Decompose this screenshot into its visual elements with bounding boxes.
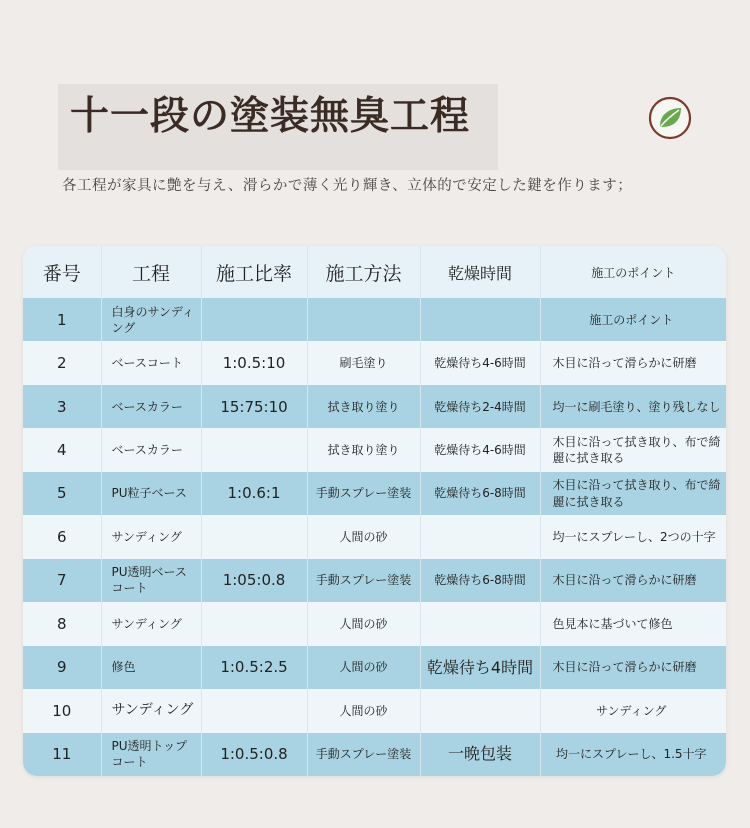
header-method: 施工方法: [307, 246, 420, 298]
row-ratio: 1:0.5:10: [201, 341, 307, 384]
row-drying: 乾燥待ち6-8時間: [420, 472, 540, 515]
row-step: 白身のサンディング: [101, 298, 201, 341]
row-number: 10: [23, 689, 101, 732]
row-point: 均一にスプレーし、2つの十字: [552, 529, 716, 544]
subtitle: 各工程が家具に艶を与え、滑らかで薄く光り輝き、立体的で安定した鍵を作ります；: [62, 178, 633, 194]
header-step: 工程: [101, 246, 201, 298]
row-method: 人間の砂: [307, 689, 420, 732]
table-row: [23, 646, 726, 689]
row-drying: [420, 602, 540, 645]
row-method: 手動スプレー塗装: [307, 472, 420, 515]
row-number: 3: [23, 385, 101, 428]
row-number: 2: [23, 341, 101, 384]
row-number: 5: [23, 472, 101, 515]
header-number: 番号: [23, 246, 101, 298]
row-point: 色見本に基づいて修色: [552, 616, 673, 631]
row-number: 11: [23, 733, 101, 776]
page-title: 十一段の塗装無臭工程: [70, 94, 471, 139]
row-drying: 乾燥待ち6-8時間: [420, 559, 540, 602]
row-ratio: 1:0.5:0.8: [201, 733, 307, 776]
row-ratio: [201, 602, 307, 645]
row-ratio: 1:0.5:2.5: [201, 646, 307, 689]
row-drying: 乾燥待ち2-4時間: [420, 385, 540, 428]
row-point: 木目に沿って滑らかに研磨: [552, 356, 697, 371]
row-drying: [420, 689, 540, 732]
row-drying: [420, 298, 540, 341]
row-drying: 乾燥待ち4-6時間: [420, 341, 540, 384]
row-drying: 乾燥待ち4-6時間: [420, 428, 540, 471]
row-method: 手動スプレー塗装: [307, 733, 420, 776]
row-step: ベースカラー: [101, 428, 201, 471]
header-drying: 乾燥時間: [420, 246, 540, 298]
row-number: 7: [23, 559, 101, 602]
row-step: サンディング: [101, 602, 201, 645]
row-method: 人間の砂: [307, 515, 420, 558]
row-step: サンディング: [101, 515, 201, 558]
table-row: [23, 733, 726, 776]
row-ratio: [201, 298, 307, 341]
row-step: ベースコート: [101, 341, 201, 384]
table-row: [23, 428, 726, 471]
row-step: 修色: [101, 646, 201, 689]
row-method: 手動スプレー塗装: [307, 559, 420, 602]
row-drying: 一晩包装: [420, 733, 540, 776]
row-point: 木目に沿って拭き取り、布で綺麗に拭き取る: [552, 434, 721, 466]
row-point: サンディング: [596, 703, 667, 718]
row-point: 均一にスプレーし、1.5十字: [555, 747, 707, 762]
row-step: PU透明トップコート: [101, 733, 201, 776]
row-drying: 乾燥待ち4時間: [420, 646, 540, 689]
row-method: [307, 298, 420, 341]
row-ratio: [201, 689, 307, 732]
row-number: 8: [23, 602, 101, 645]
row-ratio: [201, 515, 307, 558]
row-drying: [420, 515, 540, 558]
row-ratio: 1:05:0.8: [201, 559, 307, 602]
table-row: [23, 385, 726, 428]
row-method: 刷毛塗り: [307, 341, 420, 384]
leaf-icon: [648, 96, 692, 140]
table-row: [23, 341, 726, 384]
row-number: 4: [23, 428, 101, 471]
row-step: サンディング: [101, 689, 201, 732]
table-header-row: [23, 246, 726, 298]
row-point: 木目に沿って拭き取り、布で綺麗に拭き取る: [552, 478, 721, 509]
header-point: 施工のポイント: [591, 265, 676, 280]
row-method: 人間の砂: [307, 646, 420, 689]
row-number: 1: [23, 298, 101, 341]
row-point: 均一に刷毛塗り、塗り残しなし: [552, 399, 721, 414]
row-number: 6: [23, 515, 101, 558]
row-step: PU粒子ベース: [101, 472, 201, 515]
row-method: 人間の砂: [307, 602, 420, 645]
row-step: PU透明ベースコート: [101, 559, 201, 602]
table-row: [23, 472, 726, 515]
row-ratio: 15:75:10: [201, 385, 307, 428]
table-row: [23, 515, 726, 558]
table-row: [23, 602, 726, 645]
row-number: 9: [23, 646, 101, 689]
row-method: 拭き取り塗り: [307, 428, 420, 471]
row-point: 木目に沿って滑らかに研磨: [552, 660, 697, 675]
row-method: 拭き取り塗り: [307, 385, 420, 428]
process-table: [23, 246, 726, 776]
row-step: ベースカラー: [101, 385, 201, 428]
table-row: [23, 689, 726, 732]
row-point: 施工のポイント: [589, 312, 674, 327]
table-row: [23, 298, 726, 341]
header-ratio: 施工比率: [201, 246, 307, 298]
row-ratio: 1:0.6:1: [201, 472, 307, 515]
row-ratio: [201, 428, 307, 471]
row-point: 木目に沿って滑らかに研磨: [552, 573, 697, 588]
table-row: [23, 559, 726, 602]
